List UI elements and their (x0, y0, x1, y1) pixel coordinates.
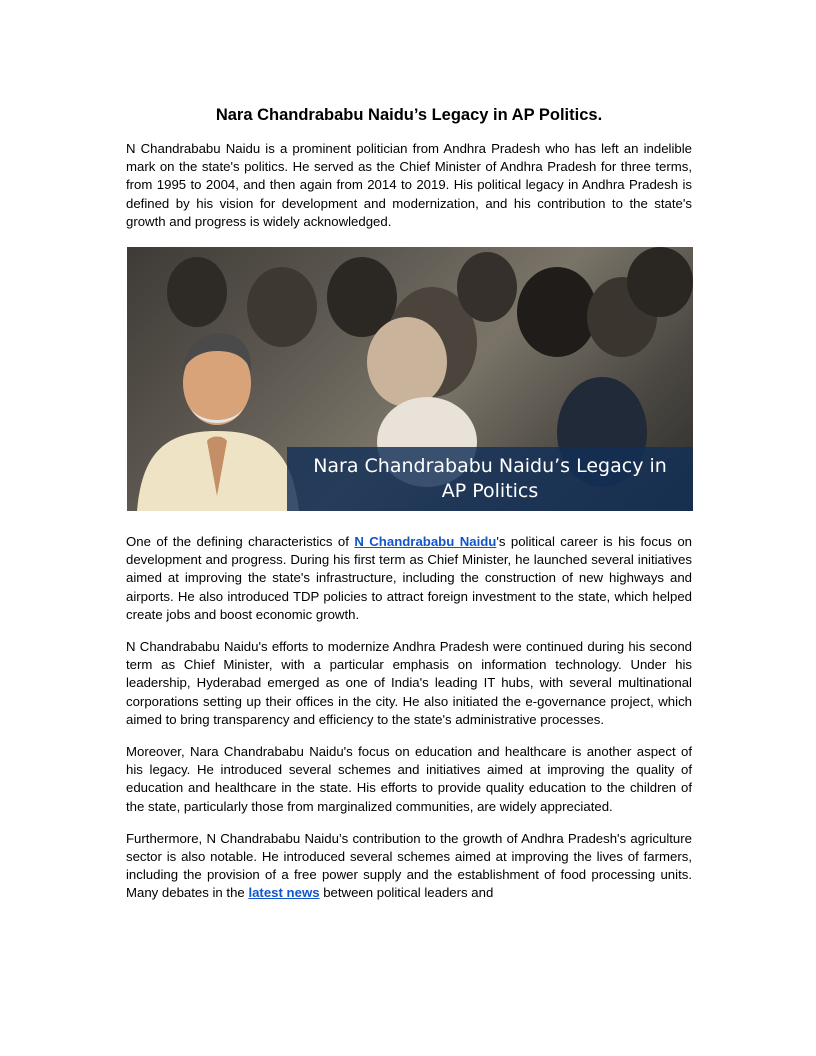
person-image (127, 321, 307, 511)
latest-news-link[interactable]: latest news (248, 885, 320, 901)
banner-caption-line2: AP Politics (441, 480, 539, 503)
banner-caption (287, 447, 693, 511)
intro-paragraph: N Chandrababu Naidu is a prominent politician from Andhra Pradesh who has left an indelible mark on the state's politics. He served as the Chief Minister of Andhra Pradesh for three terms, from 1995 to 2004, and then again from 2014 to 2019. His political legacy in Andhra Pradesh is defined by his vision for development and modernization, and his contribution to the state's growth and progress is widely acknowledged. (126, 141, 692, 229)
paragraph-agriculture (126, 830, 692, 903)
paragraph-agriculture-before: Furthermore, N Chandrababu Naidu’s contribution to the growth of Andhra Pradesh's agriculture sector is also notable. He introduced several schemes aimed at improving the lives of farmers, including the provision of a free power supply and the establishment of food processing units. Many debates in the (126, 830, 692, 901)
document-title: Nara Chandrababu Naidu’s Legacy in AP Politics. (215, 106, 603, 124)
paragraph-development-before: One of the defining characteristics of (126, 534, 355, 550)
paragraph-development (126, 533, 692, 624)
paragraph-agriculture-after: between political leaders and (319, 885, 494, 901)
banner-caption-line1: Nara Chandrababu Naidu’s Legacy in (313, 455, 667, 478)
paragraph-education: Moreover, Nara Chandrababu Naidu's focus on education and healthcare is another aspect of his legacy. He introduced several schemes and initiatives aimed at improving the quality of education and healthcare in the state. His efforts to provide quality education to the children of the state, particularly those from marginalized communities, are widely appreciated. (126, 744, 692, 814)
paragraph-development-after: 's political career is his focus on development and progress. During his first term as Chief Minister, he launched several initiatives aimed at improving the state's infrastructure, including the construction of new highways and airports. He also introduced TDP policies to attract foreign investment to the state, which helped create jobs and boost economic growth. (126, 534, 692, 622)
naidu-link[interactable]: N Chandrababu Naidu (354, 534, 497, 550)
banner-image (127, 247, 693, 511)
document-page (126, 104, 692, 917)
paragraph-modernization: N Chandrababu Naidu's efforts to modernize Andhra Pradesh were continued during his second term as Chief Minister, with a particular emphasis on information technology. Under his leadership, Hyderabad emerged as one of India's leading IT hubs, with several multinational corporations setting up their offices in the city. He also initiated the e-governance project, which aimed to bring transparency and efficiency to the state's administrative processes. (126, 639, 692, 727)
